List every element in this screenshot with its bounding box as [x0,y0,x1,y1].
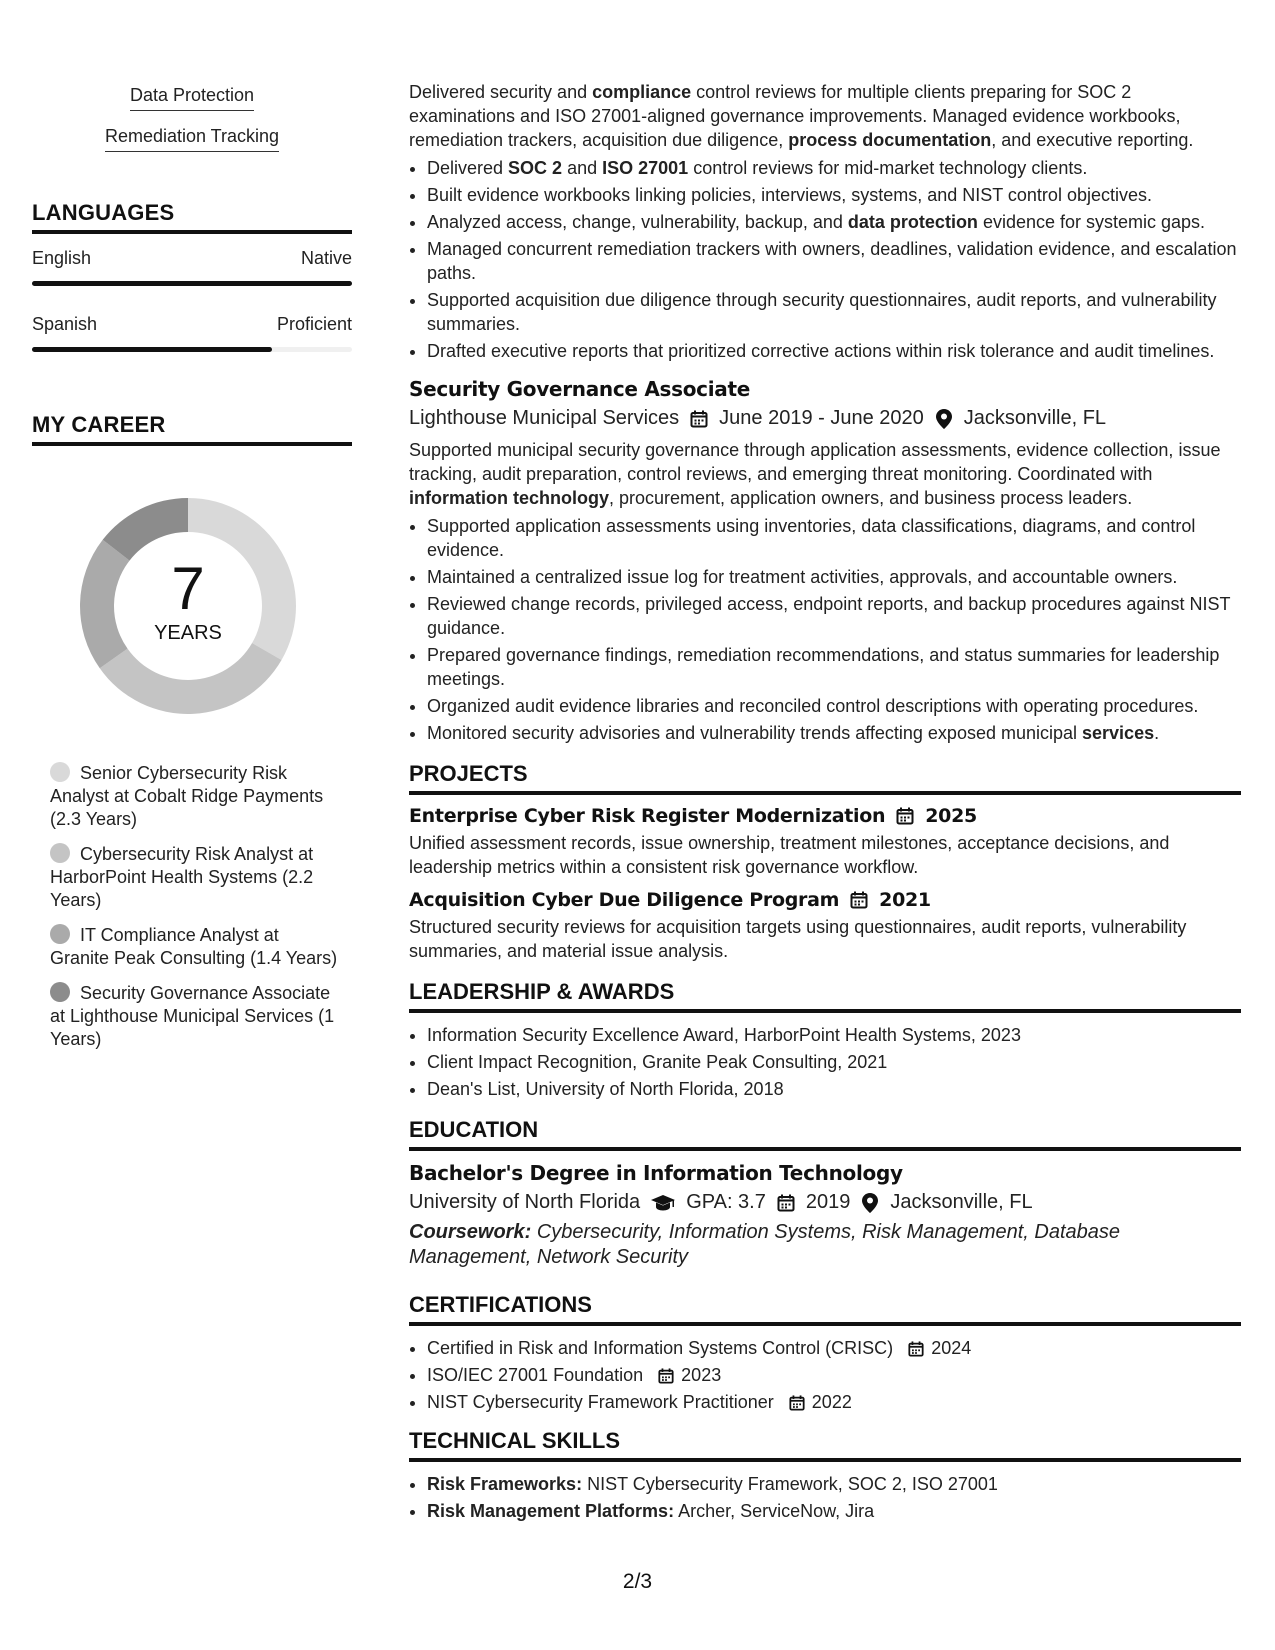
text-segment: Reviewed change records, privileged access, endpoint reports, and backup procedures against NIST guidance. [427,594,1231,638]
job-bullets [409,514,1241,745]
bold-text: process documentation [788,130,992,150]
language-item [32,314,352,352]
language-bar [32,347,352,352]
career-legend-item [50,762,340,831]
award-item: • Client Impact Recognition, Granite Peak Consulting, 2021 [427,1050,1241,1074]
job-bullet [427,339,1241,363]
career-legend [32,762,340,1051]
job-bullet [427,694,1241,718]
job-bullets [409,156,1241,363]
text-segment: Monitored security advisories and vulnerability trends affecting exposed municipal [427,723,1083,743]
job-location: Jacksonville, FL [963,407,1107,429]
text-segment: control reviews for mid-market technology clients. [688,158,1088,178]
text-segment: Maintained a centralized issue log for treatment activities, approvals, and accountable owners. [427,567,1178,587]
skill-tag: Data Protection [130,84,254,111]
coursework-label: Coursework: [409,1221,532,1243]
bold-text: SOC 2 [508,158,563,178]
legend-dot [50,843,70,863]
text-segment: Supported acquisition due diligence through security questionnaires, audit reports, and vulnerability summaries. [427,290,1217,334]
language-level: Native [300,248,352,268]
certification-year: 2023 [681,1365,722,1385]
language-item [32,248,352,286]
graduation-cap-icon [650,1193,676,1213]
language-level: Proficient [276,314,352,334]
text-segment: Delivered security and [409,82,593,102]
job-bullet [427,592,1241,640]
page-number: 2/3 [622,1570,653,1593]
job-bullet [427,514,1241,562]
certification-item [427,1390,1241,1414]
certification-name: NIST Cybersecurity Framework Practitioner [427,1392,774,1412]
text-segment: . [1154,723,1160,743]
bold-text: services [1082,723,1155,743]
certifications-heading: CERTIFICATIONS [409,1292,1241,1326]
project-description: Unified assessment records, issue ownership, treatment milestones, acceptance decisions, and leadership metrics within a consistent risk governance workflow. [409,833,1170,877]
calendar-icon [906,1339,926,1359]
bold-text: compliance [592,82,692,102]
location-pin-icon [934,409,954,429]
text-segment: Prepared governance findings, remediation recommendations, and status summaries for leadership meetings. [427,645,1220,689]
language-bar-fill [32,281,352,286]
certification-item [427,1363,1241,1387]
technical-skill-item [427,1472,1241,1496]
projects-heading: PROJECTS [409,761,1241,795]
skill-tags [32,84,352,152]
career-legend-item [50,982,340,1051]
legend-label: IT Compliance Analyst at Granite Peak Consulting (1.4 Years) [50,925,338,968]
job-summary [409,438,1241,510]
career-donut-chart [68,486,308,726]
school-location: Jacksonville, FL [890,1191,1033,1213]
skill-tag: Remediation Tracking [105,125,279,152]
certification-name: ISO/IEC 27001 Foundation [427,1365,644,1385]
gpa: GPA: 3.7 [686,1191,766,1213]
awards-heading: LEADERSHIP & AWARDS [409,979,1241,1013]
education-heading: EDUCATION [409,1117,1241,1151]
school-name: University of North Florida [409,1191,641,1213]
bold-text: ISO 27001 [602,158,689,178]
job-dates: June 2019 - June 2020 [719,407,924,429]
project-item [409,805,1241,879]
calendar-icon [849,890,869,910]
coursework [409,1220,1241,1270]
job-bullet [427,210,1241,234]
text-segment: Drafted executive reports that prioritized corrective actions within risk tolerance and audit timelines. [427,341,1215,361]
education-meta [409,1191,1241,1214]
project-description: Structured security reviews for acquisition targets using questionnaires, audit reports, vulnerability summaries, and material issue analysis. [409,917,1187,961]
text-segment: Managed concurrent remediation trackers with owners, deadlines, validation evidence, and escalation paths. [427,239,1237,283]
certification-year: 2024 [931,1338,972,1358]
calendar-icon [787,1393,807,1413]
legend-dot [50,982,70,1002]
calendar-icon [689,409,709,429]
text-segment: Analyzed access, change, vulnerability, backup, and [427,212,848,232]
awards-list [409,1023,1241,1101]
language-bar [32,281,352,286]
project-title: Enterprise Cyber Risk Register Modernization [409,805,886,827]
technical-skills-list [409,1472,1241,1523]
bold-text: data protection [847,212,978,232]
location-pin-icon [860,1193,880,1213]
calendar-icon [656,1366,676,1386]
legend-label: Cybersecurity Risk Analyst at HarborPoint Health Systems (2.2 Years) [50,844,314,910]
career-heading: MY CAREER [32,412,352,446]
award-item: • Dean's List, University of North Florida, 2018 [427,1077,1241,1101]
language-name: Spanish [32,314,98,334]
project-year: 2025 [925,805,977,827]
job-meta [409,407,1241,430]
skill-values: NIST Cybersecurity Framework, SOC 2, ISO 27001 [587,1474,998,1494]
skill-values: Archer, ServiceNow, Jira [678,1501,875,1521]
text-segment: Built evidence workbooks linking policies, interviews, systems, and NIST control objectives. [427,185,1152,205]
calendar-icon [895,806,915,826]
job-bullet [427,237,1241,285]
project-title: Acquisition Cyber Due Diligence Program [409,889,840,911]
career-years-label: YEARS [154,621,222,644]
career-legend-item [50,843,340,912]
job-bullet [427,643,1241,691]
text-segment: Delivered [427,158,509,178]
job-bullet [427,721,1241,745]
technical-skills-heading: TECHNICAL SKILLS [409,1428,1241,1462]
award-item: • Information Security Excellence Award, HarborPoint Health Systems, 2023 [427,1023,1241,1047]
project-year: 2021 [879,889,931,911]
languages-heading: LANGUAGES [32,200,352,234]
text-segment: and [562,158,603,178]
sidebar [32,84,352,1063]
main-content [409,80,1241,1526]
legend-dot [50,924,70,944]
text-segment: evidence for systemic gaps. [977,212,1206,232]
skill-category: Risk Frameworks: [427,1474,583,1494]
language-bar-fill [32,347,272,352]
career-legend-item [50,924,340,970]
language-name: English [32,248,92,268]
bold-text: information technology [409,488,609,508]
text-segment: control reviews for multiple clients preparing for SOC 2 examinations and ISO 27001-aligned governance improvements. Managed evidence workbooks, remediation trackers, acquisition due diligence, [409,82,1181,150]
calendar-icon [776,1193,796,1213]
skill-category: Risk Management Platforms: [427,1501,675,1521]
text-segment: Organized audit evidence libraries and reconciled control descriptions with operating procedures. [427,696,1199,716]
job-title: Security Governance Associate [409,377,750,401]
text-segment: Supported application assessments using inventories, data classifications, diagrams, and control evidence. [427,516,1196,560]
text-segment: , and executive reporting. [991,130,1194,150]
legend-label: Security Governance Associate at Lighthouse Municipal Services (1 Years) [50,983,335,1049]
job-company: Lighthouse Municipal Services [409,407,680,429]
legend-dot [50,762,70,782]
career-section [32,412,352,1051]
certification-item [427,1336,1241,1360]
career-total-years: 7 [171,554,205,622]
certification-year: 2022 [811,1392,852,1412]
certification-name: Certified in Risk and Information Systems Control (CRISC) [427,1338,894,1358]
coursework-list: Cybersecurity, Information Systems, Risk Management, Database Management, Network Security [409,1221,1121,1268]
technical-skill-item [427,1499,1241,1523]
job-bullet [427,565,1241,589]
job-summary [409,80,1241,152]
job-bullet [427,183,1241,207]
certifications-list [409,1336,1241,1414]
job-bullet [427,288,1241,336]
text-segment: Supported municipal security governance through application assessments, evidence collection, issue tracking, audit preparation, control reviews, and emerging threat monitoring. Coordinated with [409,440,1221,484]
graduation-year: 2019 [805,1191,851,1213]
project-item [409,889,1241,963]
legend-label: Senior Cybersecurity Risk Analyst at Cobalt Ridge Payments (2.3 Years) [50,763,324,829]
degree-title: Bachelor's Degree in Information Technology [409,1161,903,1185]
job-bullet [427,156,1241,180]
text-segment: , procurement, application owners, and business process leaders. [609,488,1133,508]
